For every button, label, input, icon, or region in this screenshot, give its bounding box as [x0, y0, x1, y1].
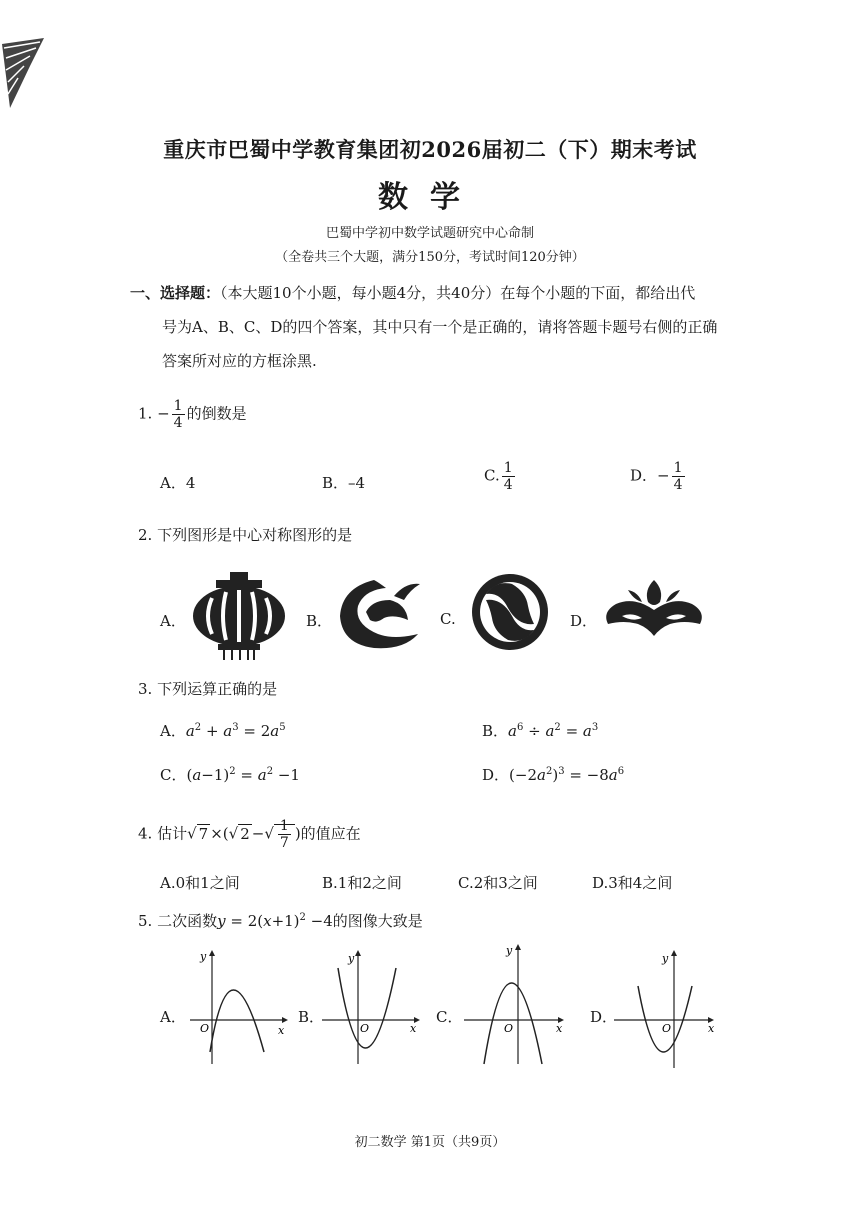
ring-logo-figure — [468, 570, 552, 654]
svg-text:y: y — [348, 952, 355, 965]
svg-text:y: y — [662, 952, 669, 965]
q4-stem: 的值应在 — [300, 824, 361, 843]
graph-d — [610, 948, 720, 1074]
exam-note: （全卷共三个大题，满分150分，考试时间120分钟） — [275, 250, 585, 265]
q1-option-d: D．− $\frac{1}{4}$ — [630, 460, 683, 493]
q1-fraction: $\frac{1}{4}$ — [173, 398, 183, 431]
svg-text:O: O — [360, 1022, 370, 1035]
q2-option-d: D． — [570, 612, 598, 630]
q3-option-c: C．$(a-1)^2 = a^2 -1$ — [160, 766, 300, 784]
graph-a — [180, 948, 290, 1068]
svg-text:O: O — [200, 1022, 210, 1035]
section-line-3: 答案所对应的方框涂黑. — [162, 352, 317, 370]
q4-option-d: D.3和4之间 — [592, 874, 673, 892]
q1-stem: 的倒数是 — [186, 404, 247, 423]
q2-stem: 下列图形是中心对称图形的是 — [157, 526, 353, 544]
corner-pattern — [0, 36, 50, 111]
svg-text:x: x — [278, 1024, 285, 1037]
question-3: 3. 下列运算正确的是 — [138, 680, 278, 698]
q3-option-b: B．$a^6 \div a^2 = a^3$ — [482, 722, 599, 740]
question-2: 2. 下列图形是中心对称图形的是 — [138, 526, 353, 544]
section-intro — [130, 282, 695, 303]
q1-option-b: B．–4 — [322, 474, 366, 492]
leaf-pattern-figure — [598, 576, 710, 640]
q3-option-d: D．$(-2a^2)^3 = -8a^6$ — [482, 766, 625, 784]
svg-text:x: x — [410, 1022, 417, 1035]
q4-option-c: C.2和3之间 — [458, 874, 538, 892]
q2-option-c: C. — [440, 610, 456, 628]
svg-text:O: O — [504, 1022, 514, 1035]
svg-text:x: x — [708, 1022, 715, 1035]
q2-option-a: A． — [160, 612, 186, 630]
question-5: 5. 二次函数$y = 2(x+1)^2 -4$的图像大致是 — [138, 912, 423, 930]
q5-option-c: C． — [436, 1008, 463, 1026]
q1-option-c: C. $\frac{1}{4}$ — [484, 460, 513, 493]
svg-text:x: x — [556, 1022, 563, 1035]
svg-text:y: y — [200, 950, 207, 963]
section-line-1: （本大题10个小题，每小题4分，共40分）在每个小题的下面，都给出代 — [220, 284, 696, 302]
q5-stem: 的图像大致是 — [332, 912, 423, 930]
exam-title: 重庆市巴蜀中学教育集团初2026届初二（下）期末考试 — [163, 137, 697, 162]
subject-title: 数学 — [378, 180, 482, 215]
maker-line: 巴蜀中学初中数学试题研究中心命制 — [325, 226, 534, 241]
lantern-figure — [190, 570, 290, 660]
q4-option-a: A.0和1之间 — [160, 874, 240, 892]
svg-text:y: y — [506, 944, 513, 957]
q3-option-a: A．$a^2 + a^3 = 2a^5$ — [160, 722, 286, 740]
q3-stem: 下列运算正确的是 — [157, 680, 278, 698]
phoenix-figure — [334, 574, 424, 652]
q1-number: 1. — [138, 404, 153, 423]
page-footer: 初二数学 第1页（共9页） — [354, 1135, 506, 1150]
q5-option-a: A． — [160, 1008, 186, 1026]
section-label: 一、选择题： — [130, 284, 221, 302]
graph-c — [460, 942, 570, 1068]
q2-option-b: B． — [306, 612, 333, 630]
q5-option-d: D． — [590, 1008, 618, 1026]
q4-option-b: B.1和2之间 — [322, 874, 402, 892]
q1-minus: − — [157, 404, 170, 423]
question-4: 4. 估计√ 7 ×(√ 2 −√ $\frac{1}{7}$ )的值应在 — [138, 818, 361, 851]
q5-option-b: B． — [298, 1008, 325, 1026]
svg-text:O: O — [662, 1022, 672, 1035]
graph-b — [318, 948, 428, 1068]
q1-option-a: A．4 — [160, 474, 196, 492]
section-line-2: 号为A、B、C、D的四个答案，其中只有一个是正确的，请将答题卡题号右侧的正确 — [162, 318, 718, 336]
question-1 — [138, 398, 247, 431]
